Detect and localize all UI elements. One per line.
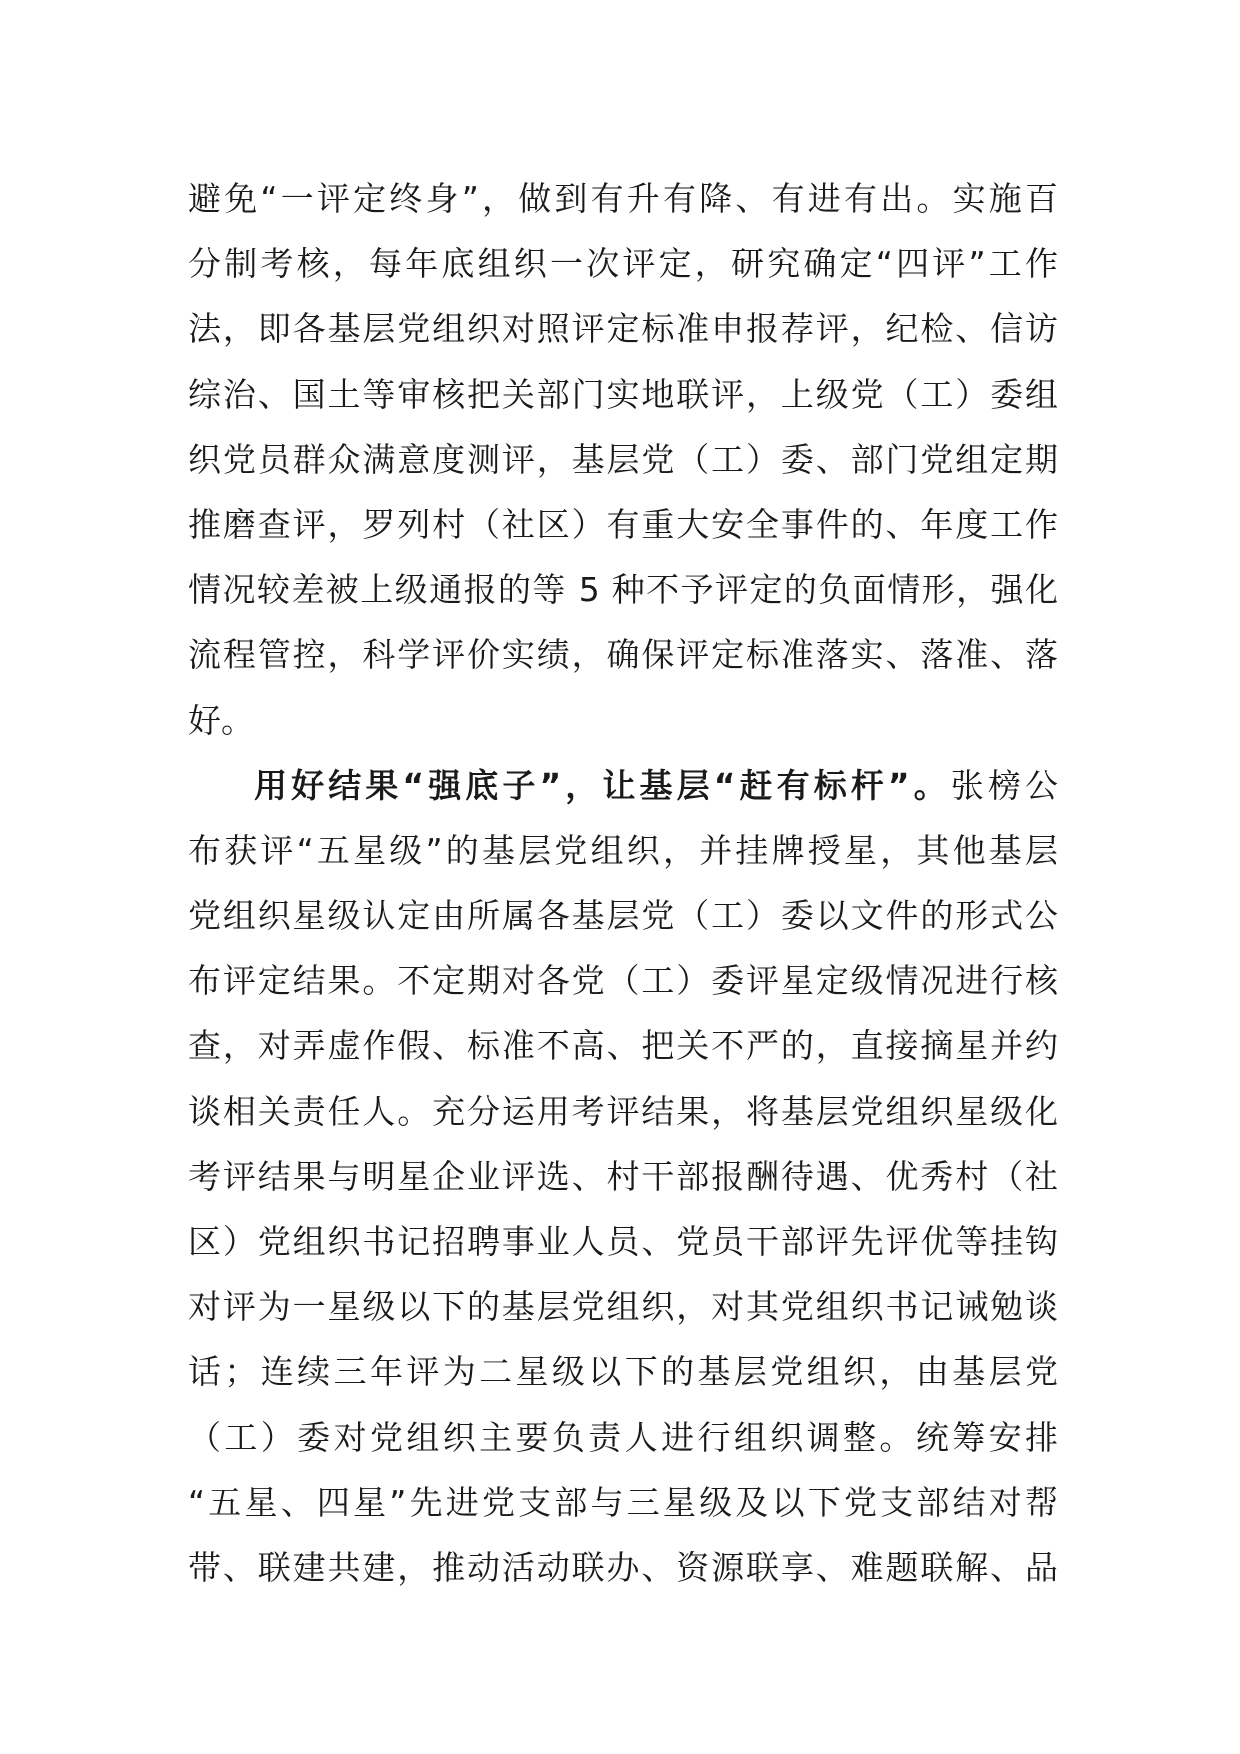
text-line: 推磨查评，罗列村（社区）有重大安全事件的、年度工作 [188, 504, 1058, 544]
text-line: “五星、四星”先进党支部与三星级及以下党支部结对帮 [188, 1482, 1058, 1522]
text-line: 织党员群众满意度测评，基层党（工）委、部门党组定期 [188, 439, 1058, 479]
text-line: 查，对弄虚作假、标准不高、把关不严的，直接摘星并约 [188, 1026, 1058, 1066]
body-text [188, 166, 1058, 1600]
paragraph-star-evaluation [188, 166, 1058, 753]
text-line: 好。 [188, 700, 254, 740]
paragraph-use-results [188, 753, 1058, 1600]
text-line: 综治、国土等审核把关部门实地联评，上级党（工）委组 [188, 374, 1058, 414]
text-line: 谈相关责任人。充分运用考评结果，将基层党组织星级化 [188, 1091, 1058, 1131]
text-line: 情况较差被上级通报的等 5 种不予评定的负面情形，强化 [188, 570, 1058, 610]
text-line: 话；连续三年评为二星级以下的基层党组织，由基层党 [188, 1352, 1058, 1392]
paragraph-first-line [188, 753, 1058, 818]
text-line: 避免“一评定终身”，做到有升有降、有进有出。实施百 [188, 179, 1058, 218]
text-line: 带、联建共建，推动活动联办、资源联享、难题联解、品 [188, 1547, 1058, 1587]
text-line: （工）委对党组织主要负责人进行组织调整。统筹安排 [188, 1417, 1058, 1457]
paragraph-heading: 用好结果“强底子”，让基层“赶有标杆”。 [254, 765, 951, 805]
text-line: 布获评“五星级”的基层党组织，并挂牌授星，其他基层 [188, 830, 1058, 870]
text-line: 布评定结果。不定期对各党（工）委评星定级情况进行核 [188, 961, 1058, 1001]
text-line: 法，即各基层党组织对照评定标准申报荐评，纪检、信访 [188, 309, 1058, 349]
text-line: 党组织星级认定由所属各基层党（工）委以文件的形式公 [188, 896, 1058, 936]
text-line: 分制考核，每年底组织一次评定，研究确定“四评”工作 [188, 244, 1058, 284]
text-line: 流程管控，科学评价实绩，确保评定标准落实、落准、落 [188, 635, 1058, 675]
text-line: 对评为一星级以下的基层党组织，对其党组织书记诫勉谈 [188, 1287, 1058, 1327]
text-run: 张榜公 [950, 765, 1058, 805]
text-line: 区）党组织书记招聘事业人员、党员干部评先评优等挂钩 [188, 1222, 1058, 1261]
text-line: 考评结果与明星企业评选、村干部报酬待遇、优秀村（社 [188, 1156, 1058, 1196]
